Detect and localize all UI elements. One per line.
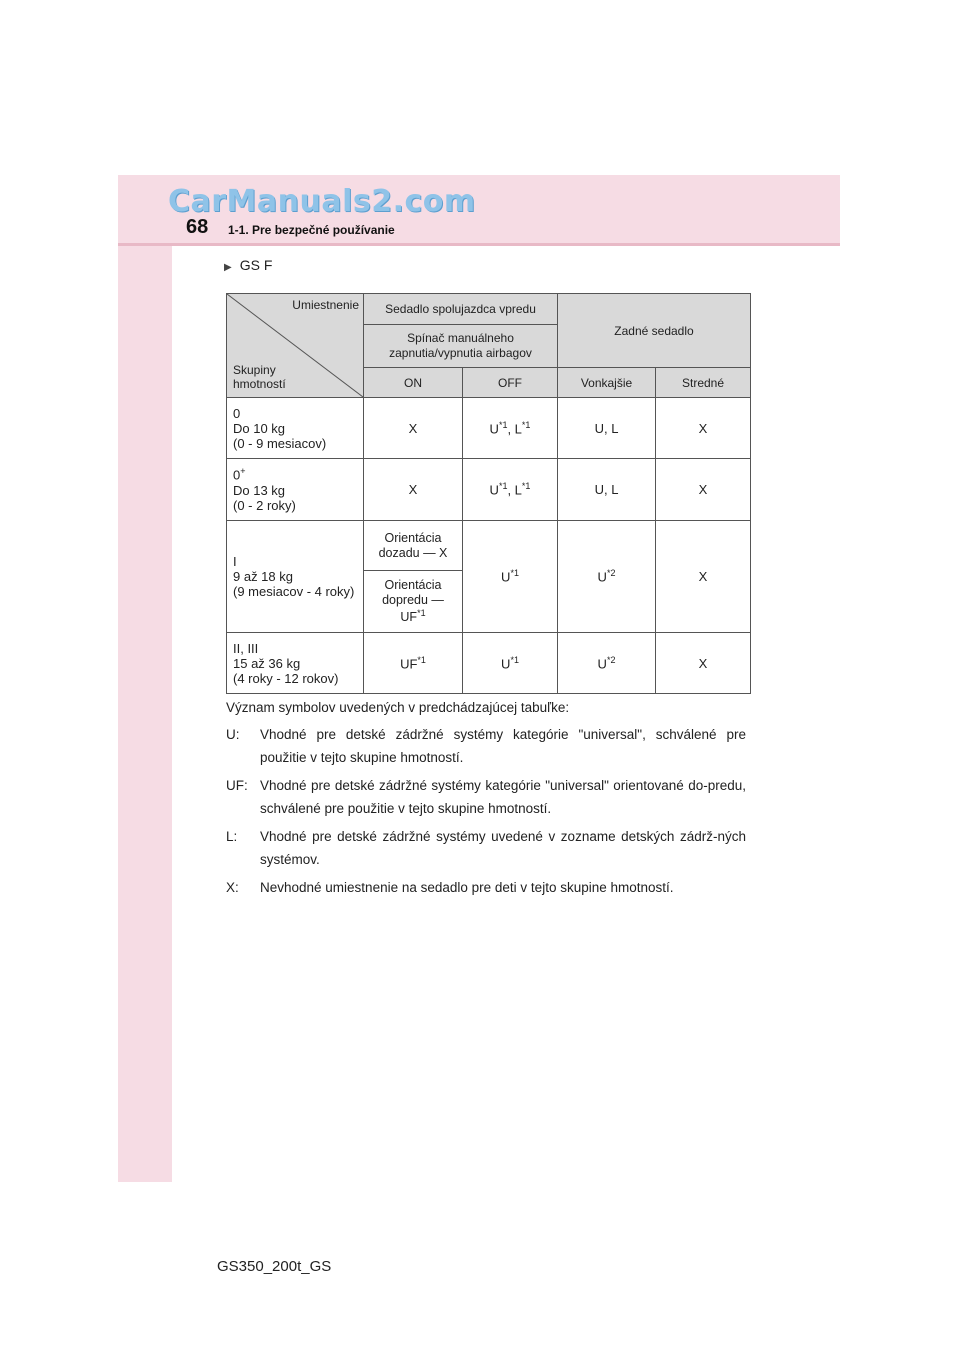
cell-off: $U^{*1}$, $L^{*1}$: [463, 398, 558, 459]
legend-item: U: Vhodné pre detské zádržné systémy kategórie "universal", schválené pre použitie v tejto skupine hmotností.: [226, 727, 746, 765]
header-off: OFF: [463, 368, 558, 398]
section-title: 1-1. Pre bezpečné používanie: [228, 223, 395, 237]
legend-item: L: Vhodné pre detské zádržné systémy uvedené v zozname detských zádrž-ných systémov.: [226, 829, 746, 867]
child-seat-table: [226, 293, 751, 694]
page-number: 68: [186, 216, 209, 238]
legend-item: UF: Vhodné pre detské zádržné systémy kategórie "universal" orientované do-predu, schválené pre použitie v tejto skupine hmotností.: [226, 778, 746, 816]
cell-on-forward-facing: Orientácia dopredu — UF$^{*1}$: [364, 571, 463, 633]
legend-intro: Význam symbolov uvedených v predchádzajúcej tabuľke:: [226, 700, 570, 715]
subsection-heading: [224, 257, 272, 273]
header-airbag-switch: Spínač manuálneho zapnutia/vypnutia airbagov: [364, 325, 558, 368]
header-center: Stredné: [656, 368, 751, 398]
table-row: [227, 633, 751, 694]
triangle-right-icon: ▶: [224, 262, 232, 273]
cell-on: UF$^{*1}$: [364, 633, 463, 694]
header-on: ON: [364, 368, 463, 398]
group-cell: 0 Do 10 kg (0 - 9 mesiacov): [227, 398, 364, 459]
subsection-label: GS F: [239, 257, 273, 273]
header-front-seat: Sedadlo spolujazdca vpredu: [364, 294, 558, 325]
cell-on: X: [364, 398, 463, 459]
cell-off: $U^{*1}$: [463, 633, 558, 694]
watermark-logo: CarManuals2.com: [168, 184, 476, 219]
group-cell: 0+ Do 13 kg (0 - 2 roky): [227, 459, 364, 521]
group-cell: II, III 15 až 36 kg (4 roky - 12 rokov): [227, 633, 364, 694]
header-outer: Vonkajšie: [558, 368, 656, 398]
cell-center: X: [656, 633, 751, 694]
cell-off: $U^{*1}$, $L^{*1}$: [463, 459, 558, 521]
cell-center: X: [656, 459, 751, 521]
cell-on: X: [364, 459, 463, 521]
table-row: [227, 521, 751, 571]
header-divider: [118, 243, 840, 246]
cell-off: $U^{*1}$: [463, 521, 558, 633]
group-cell: I 9 až 18 kg (9 mesiacov - 4 roky): [227, 521, 364, 633]
corner-label-groups: Skupiny hmotností: [233, 363, 286, 391]
cell-outer: U, L: [558, 398, 656, 459]
table-row: [227, 398, 751, 459]
header-rear-seat: Zadné sedadlo: [558, 294, 751, 368]
cell-center: X: [656, 521, 751, 633]
cell-outer: $U^{*2}$: [558, 633, 656, 694]
cell-on-rear-facing: Orientácia dozadu — X: [364, 521, 463, 571]
cell-center: X: [656, 398, 751, 459]
legend-item: X: Nevhodné umiestnenie na sedadlo pre deti v tejto skupine hmotností.: [226, 880, 674, 895]
page-sidebar-band: [118, 175, 172, 1182]
cell-outer: U, L: [558, 459, 656, 521]
cell-outer: $U^{*2}$: [558, 521, 656, 633]
corner-label-location: Umiestnenie: [292, 298, 359, 312]
table-corner-cell: [227, 294, 364, 398]
table-row: [227, 459, 751, 521]
legend: [226, 700, 746, 904]
footer-model-code: GS350_200t_GS: [217, 1258, 332, 1275]
